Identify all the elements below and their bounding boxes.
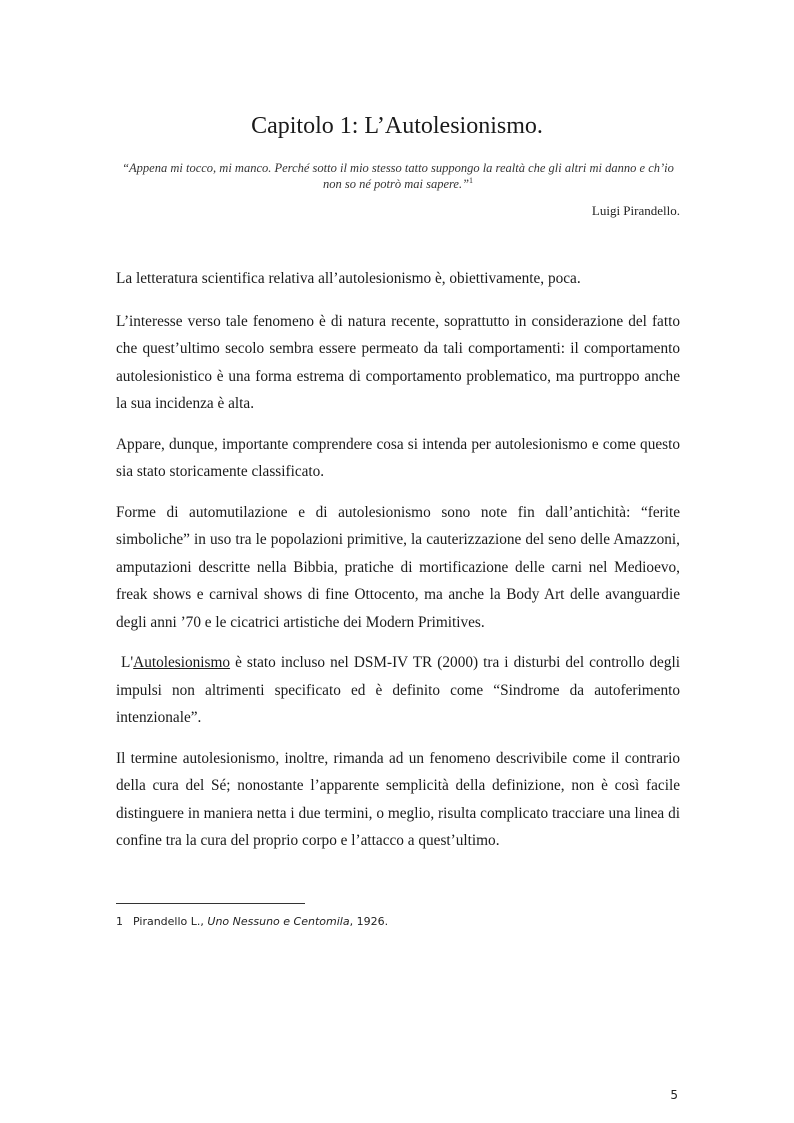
chapter-title: Capitolo 1: L’Autolesionismo. — [251, 113, 543, 139]
paragraph-2: L’interesse verso tale fenomeno è di natura recente, soprattutto in considerazione del fatto che quest’ultimo secolo sembra essere permeato da tali comportamenti: il comportamento autolesionistico è una forma estrema di comportamento problematico, ma purtroppo anche la sua incidenza è alta. — [116, 312, 680, 412]
epigraph-quote — [116, 160, 680, 192]
paragraph-4: Forme di automutilazione e di autolesionismo sono note fin dall’antichità: “ferite simboliche” in uso tra le popolazioni primitive, la cauterizzazione del seno delle Amazzoni, amputazioni descritte nella Bibbia, pratiche di mortificazione delle carni nel Medioevo, freak shows e carnival shows di fine Ottocento, ma anche la Body Art delle avanguardie degli anni ’70 e le cicatrici artistiche dei Modern Primitives. — [116, 503, 680, 631]
autolesionismo-link[interactable]: Autolesionismo — [133, 654, 231, 671]
footnote-author: Pirandello L., — [133, 915, 208, 928]
footnote-reference[interactable]: 1 — [469, 175, 474, 185]
epigraph-quote-text: “Appena mi tocco, mi manco. Perché sotto il mio stesso tatto suppongo la realtà che gli altri mi danno e ch’io non so né potrò mai sapere.” — [122, 161, 674, 191]
footnote-number: 1 — [116, 915, 123, 928]
paragraph-3: Appare, dunque, importante comprendere cosa si intenda per autolesionismo e come questo sia stato storicamente classificato. — [116, 435, 680, 480]
footnote-work-title: Uno Nessuno e Centomila — [207, 915, 350, 928]
paragraph-5-rest: è stato incluso nel DSM-IV TR (2000) tra i disturbi del controllo degli impulsi non altrimenti specificato ed è definito come “Sindrome da autoferimento intenzionale”. — [116, 654, 680, 726]
page-number: 5 — [670, 1088, 678, 1102]
footnote-divider — [116, 903, 305, 904]
paragraph-5-prefix: L' — [121, 654, 134, 671]
body-text — [116, 265, 680, 868]
paragraph-6: Il termine autolesionismo, inoltre, rimanda ad un fenomeno descrivibile come il contrario della cura del Sé; nonostante l’apparente semplicità della definizione, non è così facile distinguere in maniera netta i due termini, o meglio, risulta complicato tracciare una linea di confine tra la cura del proprio corpo e l’attacco a quest’ultimo. — [116, 749, 680, 849]
footnote-year: , 1926. — [349, 915, 389, 928]
paragraph-1: La letteratura scientifica relativa all’autolesionismo è, obiettivamente, poca. — [116, 270, 581, 287]
epigraph-author: Luigi Pirandello. — [591, 203, 680, 218]
paragraph-5 — [116, 649, 680, 732]
footnote — [116, 915, 388, 928]
